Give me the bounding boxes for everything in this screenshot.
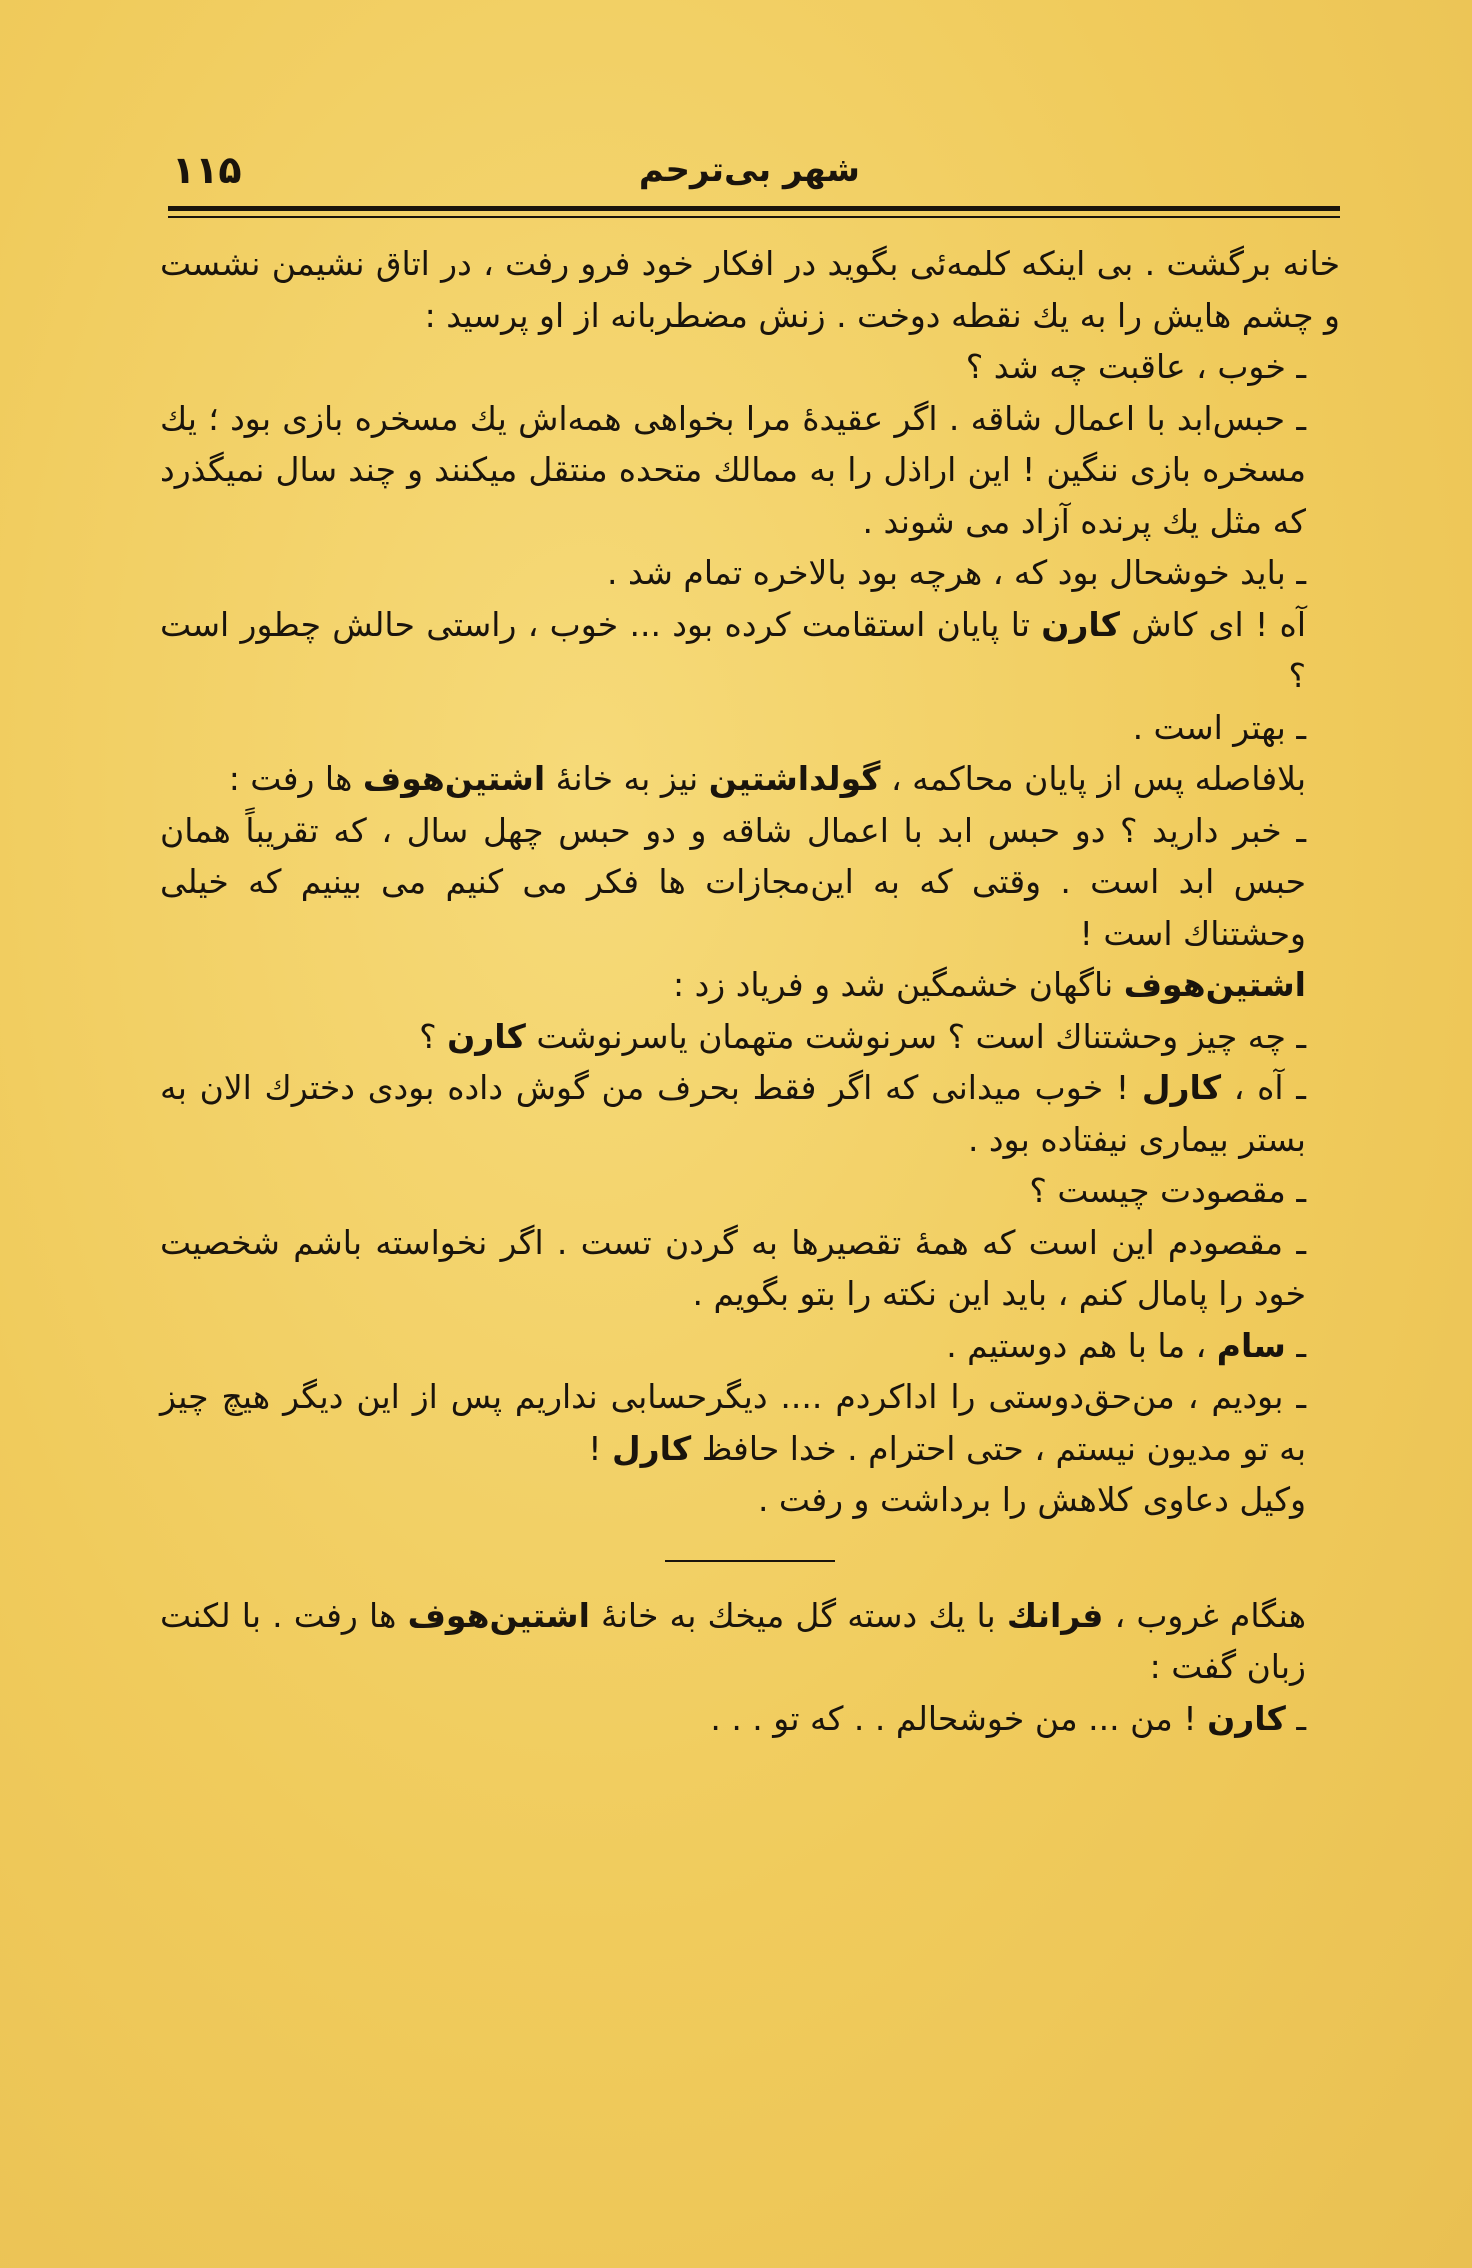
paragraph-5 — [160, 599, 1340, 702]
text-run: ناگهان خشمگین شد و فریاد زد : — [673, 965, 1114, 1004]
dialogue-line-8: ـ خبر دارید ؟ دو حبس ابد با اعمال شاقه و دو حبس چهل سال ، که تقریباً همان حبس ابد است . وقتی که به این‌مجازات ها فکر می کنیم می بینیم که خیلی وحشتناك است ! — [160, 810, 1306, 953]
character-name: سام — [1216, 1325, 1286, 1365]
dialogue-line-3: ـ حبس‌ابد با اعمال شاقه . اگر عقیدهٔ مرا بخواهی همه‌اش یك مسخره بازی بود ؛ یك مسخره بازی ننگین ! این اراذل را به ممالك متحده منتقل میکنند و چند سال نمیگذرد که مثل یك پرنده آزاد می شوند . — [160, 398, 1306, 541]
dialogue-line-14 — [160, 1320, 1340, 1372]
text-run: آه ! ای کاش — [1131, 604, 1306, 644]
text-run: تا پایان استقامت کرده بود ... خوب ، راستی حالش چطور است ؟ — [160, 604, 1306, 695]
character-name: فرانك — [1006, 1595, 1104, 1635]
text-run: ؟ — [419, 1016, 437, 1056]
text-run: ـ — [1296, 1698, 1306, 1738]
paragraph-16: وکیل دعاوی کلاهش را برداشت و رفت . — [757, 1480, 1306, 1519]
paragraph-17 — [160, 1590, 1340, 1693]
dialogue-line-11 — [160, 1062, 1340, 1165]
dialogue-line-2: ـ خوب ، عاقبت چه شد ؟ — [965, 347, 1306, 386]
text-run: ها رفت . با لکنت زبان گفت : — [160, 1595, 1306, 1686]
page-number: ۱۱۵ — [172, 148, 242, 192]
text-run: ـ — [1296, 1325, 1306, 1365]
section-separator — [665, 1560, 835, 1562]
text-run: ـ بودیم ، من‌حق‌دوستی را اداکردم .... دیگرحسابی نداریم پس از این دیگر هیچ چیز به تو مدیون نیستم ، حتی احترام . خدا حافظ — [160, 1377, 1306, 1468]
text-run: ! من ... من خوشحالم . . که تو . . . — [710, 1698, 1197, 1738]
text-run: ـ آه ، — [1233, 1068, 1306, 1107]
text-run: ! خوب میدانی که اگر فقط بحرف من گوش داده بودی دخترك الان به بستر بیماری نیفتاده بود . — [160, 1068, 1306, 1159]
character-name: گولداشتین — [708, 759, 881, 798]
dialogue-line-10 — [160, 1011, 1340, 1063]
dialogue-line-13: ـ مقصودم این است که همهٔ تقصیرها به گردن تست . اگر نخواسته باشم شخصیت خود را پامال کنم ، باید این نکته را بتو بگویم . — [160, 1222, 1306, 1313]
dialogue-line-18 — [160, 1693, 1340, 1745]
character-name: کارل — [1141, 1068, 1222, 1107]
dialogue-line-12: ـ مقصودت چیست ؟ — [1029, 1171, 1306, 1210]
dialogue-line-4: ـ باید خوشحال بود که ، هرچه بود بالاخره تمام شد . — [606, 553, 1306, 592]
paragraph-1: خانه برگشت . بی اینکه کلمه‌ئی بگوید در افکار خود فرو رفت ، در اتاق نشیمن نشست و چشم هایش را به یك نقطه دوخت . زنش مضطربانه از او پرسید : — [160, 244, 1340, 335]
dialogue-line-15 — [160, 1371, 1340, 1474]
character-name: کارن — [447, 1016, 526, 1056]
text-run: ! — [588, 1428, 602, 1468]
text-run: ـ چه چیز وحشتناك است ؟ سرنوشت متهمان یاسرنوشت — [536, 1016, 1306, 1056]
page-header — [160, 144, 1340, 214]
character-name: اشتین‌هوف — [1123, 965, 1306, 1004]
body-text — [160, 238, 1340, 1744]
text-run: هنگام غروب ، — [1114, 1595, 1307, 1635]
paragraph-9 — [160, 959, 1340, 1011]
header-rule-thin — [168, 216, 1340, 218]
character-name: اشتین‌هوف — [362, 759, 546, 798]
paragraph-7 — [160, 753, 1340, 805]
character-name: کارن — [1207, 1698, 1286, 1738]
text-run: ، ما با هم دوستیم . — [946, 1325, 1207, 1365]
text-run: بلافاصله پس از پایان محاکمه ، — [890, 759, 1306, 798]
header-rule-thick — [168, 206, 1340, 211]
book-page — [160, 120, 1340, 2200]
character-name: کارن — [1041, 604, 1120, 644]
character-name: اشتین‌هوف — [407, 1595, 590, 1635]
dialogue-line-6: ـ بهتر است . — [1132, 707, 1306, 747]
character-name: کارل — [612, 1428, 692, 1468]
running-title: شهر بی‌ترحم — [638, 150, 860, 190]
text-run: نیز به خانهٔ — [555, 759, 699, 798]
text-run: ها رفت : — [228, 759, 353, 798]
text-run: با یك دسته گل میخك به خانهٔ — [601, 1595, 996, 1635]
